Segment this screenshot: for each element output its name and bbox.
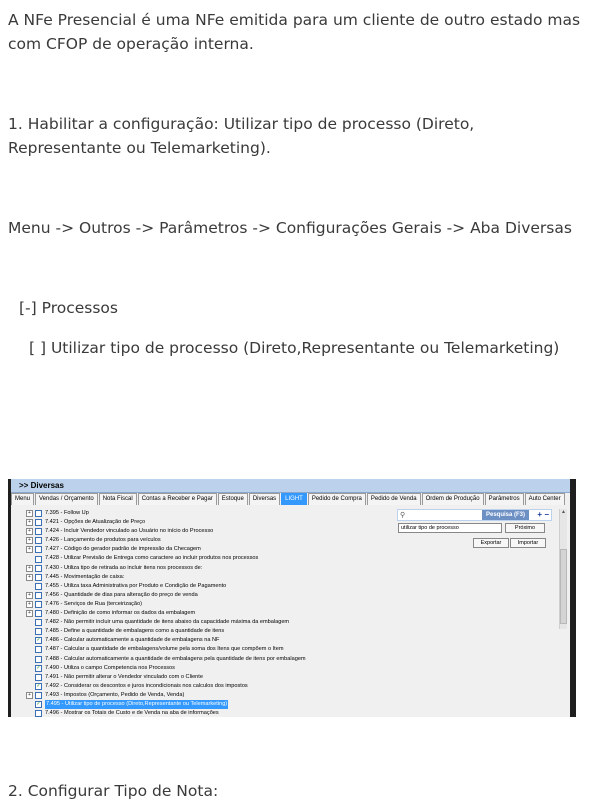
checkbox[interactable] <box>35 628 42 635</box>
intro-paragraph: A NFe Presencial é uma NFe emitida para um cliente de outro estado mas com CFOP de operação interna. <box>8 11 581 53</box>
tab-11[interactable]: Auto Center <box>525 493 565 505</box>
search-header <box>397 509 552 521</box>
tree-row-label: 7.476 - Serviços de Rua (terceirização) <box>45 600 143 607</box>
tree-row[interactable] <box>26 591 556 600</box>
window-title: >> Diversas <box>11 479 570 493</box>
checkbox[interactable]: ✓ <box>36 682 41 689</box>
tab-10[interactable]: Parâmetros <box>485 493 524 505</box>
step2-paragraph: 2. Configurar Tipo de Nota: <box>8 782 219 800</box>
menu-path-paragraph: Menu -> Outros -> Parâmetros -> Configurações Gerais -> Aba Diversas <box>8 219 572 237</box>
tree-row-label: 7.485 - Define a quantidade de embalagens como a quantidade de itens <box>45 628 225 635</box>
tree-row[interactable] <box>26 709 556 717</box>
tab-6[interactable]: LIGHT <box>281 493 307 505</box>
export-button[interactable]: Exportar <box>473 538 509 548</box>
tree-row[interactable] <box>26 700 556 709</box>
tree-row-label: 7.496 - Mostrar os Totais de Custo e de Venda na aba de informações <box>45 710 219 717</box>
next-button[interactable]: Próximo <box>505 523 545 533</box>
expand-icon[interactable]: + <box>26 565 33 572</box>
tab-1[interactable]: Vendas / Orçamento <box>35 493 98 505</box>
tree-row[interactable] <box>26 682 556 691</box>
expand-icon[interactable]: + <box>26 601 33 608</box>
expand-icon[interactable]: + <box>26 574 33 581</box>
tree-row-label: 7.428 - Utilizar Previsão de Entrega como caractere ao incluir produtos nos processos <box>45 555 259 562</box>
processos-node-text: [-] Processos <box>19 299 118 317</box>
search-input[interactable]: utilizar tipo de processo <box>398 523 502 533</box>
checkbox[interactable] <box>35 692 42 699</box>
screenshot-frame-left <box>8 479 11 717</box>
tab-3[interactable]: Contas a Receber e Pagar <box>138 493 217 505</box>
tree-row[interactable] <box>26 645 556 654</box>
checkbox[interactable] <box>35 519 42 526</box>
vertical-scrollbar[interactable] <box>559 509 567 629</box>
expand-icon[interactable]: + <box>26 610 33 617</box>
screenshot-frame-right <box>570 479 576 717</box>
tree-row[interactable] <box>26 627 556 636</box>
tab-7[interactable]: Pedido de Compra <box>308 493 366 505</box>
tree-row-label: 7.492 - Considerar os descontos e juros incondicionais nos calculos dos impostos <box>45 682 248 689</box>
checkbox[interactable] <box>35 710 42 717</box>
checkbox[interactable] <box>35 528 42 535</box>
step1-paragraph: 1. Habilitar a configuração: Utilizar tipo de processo (Direto, Representante ou Telemarketing). <box>8 115 475 157</box>
tree-row-label: 7.480 - Definição de como informar os dados da embalagem <box>45 610 196 617</box>
tree-row-label: 7.486 - Calcular automaticamente a quantidade de embalagens na NF <box>45 637 220 644</box>
scroll-thumb[interactable] <box>560 549 567 624</box>
tree-row-label: 7.490 - Utiliza o campo Competencia nos Processos <box>45 664 175 671</box>
tree-row-label: 7.430 - Utiliza tipo de retirada ao incluir itens nos processos de: <box>45 564 203 571</box>
tree-row-label: 7.456 - Quantidade de dias para alteração do preço de venda <box>45 591 198 598</box>
tab-9[interactable]: Ordem de Produção <box>422 493 484 505</box>
import-button[interactable]: Importar <box>510 538 546 548</box>
tree-row-label: 7.421 - Opções de Atualização de Preço <box>45 519 146 526</box>
tree-row-label: 7.491 - Não permitir alterar o Vendedor vinculado com o Cliente <box>45 673 203 680</box>
tree-row-label: 7.427 - Código do gerador padrão de impressão da Checagem <box>45 546 201 553</box>
expand-icon[interactable]: + <box>26 592 33 599</box>
checkbox[interactable] <box>35 592 42 599</box>
tree-row[interactable] <box>26 582 556 591</box>
tree-row-label: 7.495 - Utilizar tipo de processo (Direto,Representante ou Telemarketing) <box>45 700 228 709</box>
tree-row[interactable] <box>26 664 556 673</box>
checkbox[interactable] <box>35 537 42 544</box>
tree-row[interactable] <box>26 573 556 582</box>
checkbox[interactable] <box>35 656 42 663</box>
scroll-up-icon[interactable]: ▲ <box>561 509 566 515</box>
utilizar-option-text: [ ] Utilizar tipo de processo (Direto,Representante ou Telemarketing) <box>29 339 560 357</box>
tree-row[interactable] <box>26 600 556 609</box>
search-icon: ⚲ <box>400 512 406 519</box>
search-title: Pesquisa (F3) <box>482 510 529 520</box>
expand-collapse-icon[interactable]: + − <box>537 510 549 519</box>
tree-row-label: 7.426 - Lançamento de produtos para veículos <box>45 537 161 544</box>
checkbox[interactable] <box>35 565 42 572</box>
checkbox[interactable] <box>35 574 42 581</box>
tree-row[interactable] <box>26 673 556 682</box>
checkbox[interactable] <box>35 556 42 563</box>
tree-row[interactable] <box>26 618 556 627</box>
expand-icon[interactable]: + <box>26 692 33 699</box>
tree-row-label: 7.493 - Impostos (Orçamento, Pedido de Venda, Venda) <box>45 691 185 698</box>
checkbox[interactable]: ✓ <box>36 664 41 671</box>
tree-row[interactable] <box>26 554 556 563</box>
tree-row-label: 7.482 - Não permitir incluir uma quantidade de itens abaixo da capacidade máxima da embalagem <box>45 619 290 626</box>
checkbox[interactable] <box>35 546 42 553</box>
checkbox[interactable]: ✓ <box>36 701 41 708</box>
tree-row-label: 7.445 - Movimentação de caixa: <box>45 573 125 580</box>
tab-5[interactable]: Diversas <box>249 493 280 505</box>
tree-row[interactable] <box>26 655 556 664</box>
expand-icon[interactable]: + <box>26 537 33 544</box>
tree-row[interactable] <box>26 636 556 645</box>
checkbox[interactable] <box>35 610 42 617</box>
checkbox[interactable] <box>35 674 42 681</box>
tree-row-label: 7.424 - Incluir Vendedor vinculado ao Usuário no início do Processo <box>45 528 214 535</box>
expand-icon[interactable]: + <box>26 510 33 517</box>
tab-8[interactable]: Pedido de Venda <box>367 493 421 505</box>
checkbox[interactable] <box>35 583 42 590</box>
tab-2[interactable]: Nota Fiscal <box>99 493 137 505</box>
expand-icon[interactable]: + <box>26 546 33 553</box>
checkbox[interactable] <box>35 619 42 626</box>
tab-0[interactable]: Menu <box>11 493 34 505</box>
checkbox[interactable] <box>35 601 42 608</box>
expand-icon[interactable]: + <box>26 528 33 535</box>
settings-screenshot <box>8 479 576 717</box>
checkbox[interactable]: ✓ <box>36 637 41 644</box>
search-panel <box>397 509 550 549</box>
checkbox[interactable] <box>35 646 42 653</box>
tab-bar <box>11 493 570 505</box>
tree-row-label: 7.395 - Follow Up <box>45 510 89 516</box>
tree-row[interactable] <box>26 691 556 700</box>
tree-row-label: 7.455 - Utiliza taxa Administrativa por Produto e Condição de Pagamento <box>45 582 227 589</box>
tree-row[interactable] <box>26 609 556 618</box>
tree-row[interactable] <box>26 564 556 573</box>
expand-icon[interactable]: + <box>26 519 33 526</box>
tab-4[interactable]: Estoque <box>218 493 248 505</box>
checkbox[interactable] <box>35 510 42 517</box>
tree-row-label: 7.488 - Calcular automaticamente a quantidade de embalagens pela quantidade de itens por embalagem <box>45 655 306 662</box>
tree-row-label: 7.487 - Calcular a quantidade de embalagens/volume pela soma dos Itens que compõem o Item <box>45 646 284 653</box>
